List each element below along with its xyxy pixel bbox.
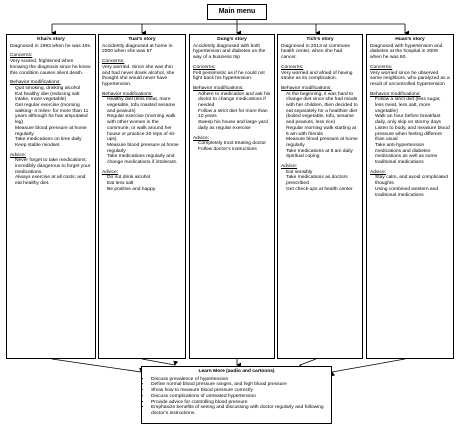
story-summary: Accidently diagnosed at home in 2000 when she was 67 bbox=[102, 43, 173, 55]
concerns-text: Very scared, frightened when knowing the diagnosis since he knew this condition causes silent death. bbox=[10, 59, 91, 76]
arrow-khai-to-learn bbox=[52, 359, 141, 372]
main-menu-box[interactable] bbox=[207, 4, 267, 20]
behavior-label: Behavior modifications: bbox=[102, 91, 153, 97]
story-summary: Diagnosed with hypertension and diabetes at the hospital in 2009 when he was 60. bbox=[370, 43, 443, 61]
story-title: Khai’s story bbox=[37, 37, 65, 42]
story-column-huan[interactable] bbox=[366, 34, 454, 359]
learn-more-list bbox=[146, 377, 327, 417]
concerns-label: Concerns: bbox=[102, 59, 125, 65]
story-column-tich[interactable] bbox=[277, 34, 363, 359]
concerns-text: Felt pessimistic as if he could not fight back his hypertension. bbox=[193, 70, 265, 82]
advice-item: • Eat less salt bbox=[107, 181, 182, 187]
advice-label: Advice: bbox=[193, 135, 210, 141]
advice-item: • Never forget to take medications; incredibly dangerous to forget your medications. bbox=[15, 158, 92, 175]
advice-label: Advice: bbox=[281, 164, 298, 170]
advice-item: • Stay calm, and avoid complicated thoughts bbox=[375, 175, 450, 186]
story-summary: Diagnosed in 2013 at commune health center, when she had cancer. bbox=[281, 43, 351, 61]
advice-label: Advice: bbox=[10, 152, 27, 158]
advice-item: • Do not drink alcohol bbox=[107, 175, 182, 181]
concerns-text: Very worried since he observed some neighbors, who paralyzed as a result of uncontrolled hypertension bbox=[370, 70, 450, 87]
behavior-list bbox=[281, 92, 359, 160]
advice-list bbox=[102, 175, 182, 192]
arrow-tuat-to-learn bbox=[142, 359, 175, 365]
behavior-item: • Take medications at 8 am daily bbox=[286, 149, 359, 155]
advice-item: • Take medications as doctors prescribed bbox=[286, 175, 359, 186]
behavior-item: • Follow a strict diet (less sugar, less meat, less salt, more vegetable) bbox=[375, 97, 450, 114]
learn-more-item: • Show how to measure blood pressure correctly bbox=[151, 388, 327, 394]
behavior-item: • Measure blood pressure at home regularly bbox=[286, 137, 359, 148]
advice-list bbox=[281, 170, 359, 193]
main-menu-title: Main menu bbox=[218, 8, 256, 15]
behavior-item: • Follow a strict diet for more than 10 years bbox=[198, 109, 271, 120]
behavior-item: • Sweep his house and large yard daily as regular exercise bbox=[198, 120, 271, 131]
story-summary: Accidently diagnosed with both hypertension and diabetes on the way of a business trip bbox=[193, 43, 266, 61]
behavior-label: Behavior modifications: bbox=[370, 91, 421, 97]
story-title: Tich’s story bbox=[306, 37, 334, 42]
advice-item: • Always exercise at all costs; and eat healthy diet. bbox=[15, 175, 92, 186]
behavior-item: • Measure blood pressure at home regularly bbox=[15, 126, 92, 137]
advice-label: Advice: bbox=[102, 169, 119, 175]
learn-more-box[interactable] bbox=[141, 366, 332, 424]
advice-item: • Be positive and happy. bbox=[107, 187, 182, 193]
behavior-item: • Regular morning walk starting at 5 am with friends bbox=[286, 126, 359, 137]
behavior-list bbox=[10, 86, 92, 149]
behavior-item: • Spiritual coping bbox=[286, 154, 359, 160]
concerns-label: Concerns: bbox=[281, 64, 304, 70]
advice-item: • Get check-ups at health center bbox=[286, 187, 359, 193]
learn-more-item: • Discuss prevalence of hypertension bbox=[151, 377, 327, 383]
behavior-item: • At the beginning, it was hard to change diet since she had meals with her children, then decided to eat separately for a healthier diet (boiled vegetable, tofu, sesame and peanuts, less rice) bbox=[286, 92, 359, 126]
behavior-label: Behavior modifications: bbox=[193, 85, 244, 91]
advice-item: • Using combined western and traditional medications bbox=[375, 187, 450, 198]
story-title: Dung’s story bbox=[217, 37, 247, 42]
behavior-list bbox=[193, 92, 271, 132]
story-title: Huan’s story bbox=[395, 37, 425, 42]
behavior-list bbox=[102, 97, 182, 165]
advice-list bbox=[10, 158, 92, 187]
advice-label: Advice: bbox=[370, 169, 387, 175]
behavior-item: • Healthy diet (less meat, more vegetable, tofu roasted sesame and peanuts) bbox=[107, 97, 182, 114]
story-column-tuat[interactable] bbox=[98, 34, 186, 359]
behavior-item: • Measure blood pressure at home regularly bbox=[107, 143, 182, 154]
behavior-item: • Adhere to medication and ask his doctor to change medications if needed bbox=[198, 92, 271, 109]
concerns-text: Very worried. Since she was thin and had never drank alcohol, she thought she would never have hypertension. bbox=[102, 64, 175, 87]
concerns-label: Concerns: bbox=[10, 53, 33, 59]
concerns-label: Concerns: bbox=[193, 64, 216, 70]
behavior-item: • Eat healthy diet (reducing salt intake, more vegetable) bbox=[15, 92, 92, 103]
learn-more-title: Learn More (audio and cartoons) bbox=[198, 369, 275, 374]
learn-more-item: • Discuss complications of untreated hypertension bbox=[151, 394, 327, 400]
arrow-tich-to-learn bbox=[300, 359, 316, 365]
learn-more-item: • Define normal blood pressure ranges, and high blood pressure bbox=[151, 382, 327, 388]
behavior-item: • Quit smoking, drinking alcohol bbox=[15, 86, 92, 92]
learn-more-item: • Emphasize benefits of seeing and discussing with doctor regularly and following doctor’s instructions. bbox=[151, 405, 327, 416]
behavior-item: • Take medications regularly and change medications if intolerant. bbox=[107, 154, 182, 165]
arrow-huan-to-learn bbox=[332, 359, 405, 372]
behavior-item: • Regular exercise (morning walk with other women in the commune, or walk around her house or practice 20 reps of sit-ups) bbox=[107, 114, 182, 143]
behavior-list bbox=[370, 97, 450, 165]
behavior-label: Behavior modifications: bbox=[10, 80, 61, 86]
behavior-item: • Take medications on time daily bbox=[15, 137, 92, 143]
advice-list bbox=[193, 141, 271, 152]
advice-item: • Eat sensibly bbox=[286, 170, 359, 176]
concerns-text: Very worried and afraid of having stroke as its complication. bbox=[281, 70, 353, 82]
behavior-item: • Get regular exercise (morning walking- 4 miles- for more than 11 years although he has amputated leg) bbox=[15, 103, 92, 126]
concerns-label: Concerns: bbox=[370, 64, 393, 70]
behavior-item: • Keep stable mindset bbox=[15, 143, 92, 149]
story-summary: Diagnosed in 1993 when he was 40s. bbox=[10, 43, 92, 49]
learn-more-item: • Provide advice for controlling blood pressure bbox=[151, 400, 327, 406]
advice-list bbox=[370, 175, 450, 198]
story-title: Tuat’s story bbox=[128, 37, 156, 42]
advice-item: • Completely trust treating doctor bbox=[198, 141, 271, 147]
story-column-dung[interactable] bbox=[189, 34, 275, 359]
advice-item: • Follow doctor’s instructions bbox=[198, 147, 271, 153]
story-column-khai[interactable] bbox=[6, 34, 96, 359]
behavior-item: • Take anti-hypertension medications and diabetes medications as well as some traditional medications bbox=[375, 143, 450, 166]
behavior-label: Behavior modifications: bbox=[281, 85, 332, 91]
behavior-item: • Walk an hour before breakfast daily, only skip on stormy days bbox=[375, 114, 450, 125]
behavior-item: • Listen to body, and measure blood pressure when feeling different than usual bbox=[375, 126, 450, 143]
